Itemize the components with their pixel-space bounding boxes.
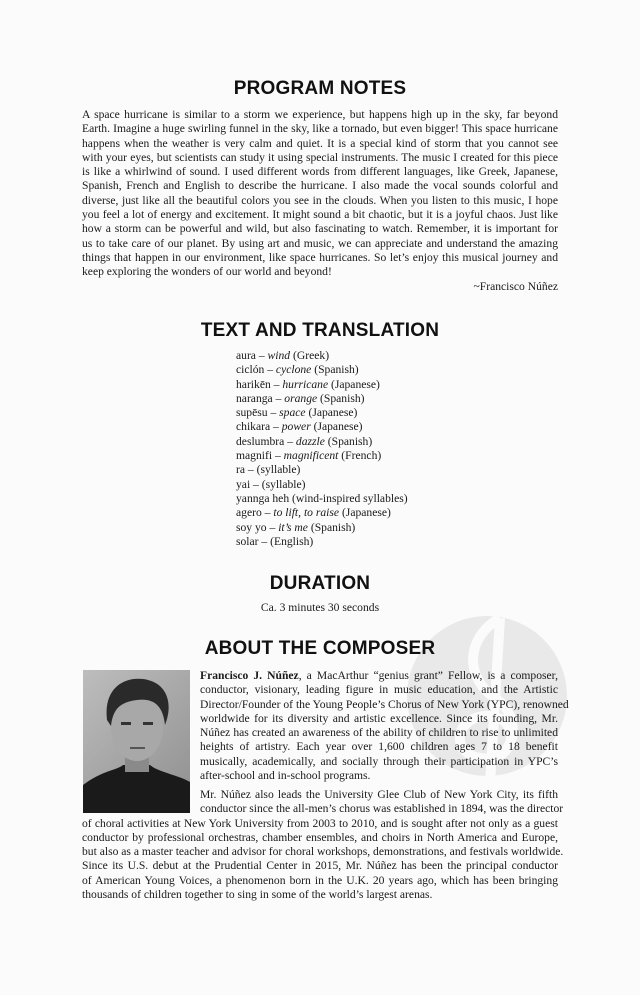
text-line: diverse, just like all the beautiful colors you see in the clouds. When you listen to this music, I hope bbox=[82, 193, 558, 207]
translation-lang: (Spanish) bbox=[311, 363, 359, 377]
translation-lang: (Greek) bbox=[290, 349, 330, 362]
text-line: how a storm can be powerful and wild, but also fascinating to watch. Remember, it is important for bbox=[82, 222, 558, 236]
translation-list bbox=[236, 349, 408, 549]
translation-item bbox=[236, 506, 408, 520]
translation-lang: (Japanese) bbox=[339, 506, 391, 520]
duration-text: Ca. 3 minutes 30 seconds bbox=[260, 601, 380, 614]
translation-lang: (Japanese) bbox=[328, 377, 380, 391]
translation-item bbox=[236, 492, 408, 506]
text-line: keep exploring the wonders of our world and beyond! bbox=[82, 265, 332, 279]
translation-item bbox=[236, 349, 408, 363]
translation-lang: (Japanese) bbox=[310, 420, 363, 434]
text-line: conductor since the all-men’s chorus was established in 1894, was the director bbox=[200, 802, 564, 816]
translation-meaning: space bbox=[279, 406, 306, 420]
composer-bio-paragraph-2 bbox=[200, 788, 564, 817]
translation-meaning: magnificent bbox=[283, 449, 339, 463]
translation-lang: (French) bbox=[338, 449, 382, 463]
translation-meaning: to lift, to raise bbox=[273, 506, 340, 520]
text-line: but also as a master teacher and advisor for choral workshops, demonstrations, and festivals worldwide. bbox=[82, 845, 564, 859]
text-line: musically, academically, and socially through their participation in YPC’s bbox=[200, 754, 558, 768]
translation-item bbox=[236, 449, 408, 463]
translation-word: magnifi – bbox=[236, 449, 284, 463]
translation-item bbox=[236, 378, 408, 392]
translation-word: soy yo – bbox=[236, 520, 279, 534]
text-line: Spanish, French and English to describe the hurricane. I also made the vocal sounds colorful and bbox=[82, 179, 558, 193]
text-line: happens when the weather is very calm and quiet. It is a special kind of storm that you cannot see bbox=[82, 136, 558, 150]
translation-lang: (Japanese) bbox=[305, 406, 358, 420]
text-line: you feel a lot of energy and excitement. It might sound a bit chaotic, but it is a joyful chaos. Just like bbox=[82, 208, 558, 222]
text-line: heights of artistry. Each year over 1,600 children ages 7 to 18 benefit bbox=[200, 740, 558, 754]
composer-name: Francisco J. Núñez bbox=[200, 669, 299, 682]
text-line: A space hurricane is similar to a storm we experience, but happens high up in the sky, far beyond bbox=[82, 108, 558, 121]
translation-heading: TEXT AND TRANSLATION bbox=[200, 320, 440, 341]
text-line: thousands of children together to sing in some of the world’s largest arenas. bbox=[82, 888, 433, 902]
text-line: Since its U.S. debut at the Prudential Center in 2015, Mr. Núñez has been the principal conductor bbox=[82, 859, 558, 873]
translation-lang: (Spanish) bbox=[324, 434, 373, 448]
text-line: after-school and in-school programs. bbox=[200, 769, 371, 783]
translation-meaning: dazzle bbox=[295, 434, 325, 448]
translation-meaning: wind bbox=[267, 349, 291, 362]
translation-word: yannga heh (wind-inspired syllables) bbox=[236, 491, 408, 505]
translation-lang: (Spanish) bbox=[317, 391, 365, 405]
text-line: conductor, visionary, leading figure in music education, and the Artistic bbox=[200, 683, 558, 697]
bio-text: , a MacArthur “genius grant” Fellow, is a composer, bbox=[298, 669, 558, 682]
text-line: us to take care of our planet. By using art and music, we can appreciate and understand the amazing bbox=[82, 236, 558, 250]
translation-word: solar – (English) bbox=[236, 534, 314, 548]
text-line: Mr. Núñez also leads the University Glee Club of New York City, its fifth bbox=[200, 788, 558, 801]
translation-word: agero – bbox=[236, 506, 274, 520]
translation-item bbox=[236, 406, 408, 420]
translation-item bbox=[236, 535, 408, 549]
composer-bio-paragraph-2-cont bbox=[82, 816, 564, 903]
translation-item bbox=[236, 363, 408, 377]
text-line: of choral activities at New York University from 2003 to 2010, and is sought after not only as a guest bbox=[82, 816, 558, 830]
translation-word: supēsu – bbox=[236, 406, 280, 420]
text-line: things that happen in our environment, like space hurricanes. So let’s enjoy this musical journey and bbox=[82, 250, 558, 264]
composer-heading: ABOUT THE COMPOSER bbox=[204, 638, 436, 659]
text-line: Núñez has created an awareness of the ability of children to rise to unlimited bbox=[200, 726, 558, 740]
translation-word: deslumbra – bbox=[236, 434, 296, 448]
translation-meaning: it’s me bbox=[278, 520, 308, 534]
translation-word: yai – (syllable) bbox=[236, 477, 306, 491]
program-notes-heading: PROGRAM NOTES bbox=[233, 78, 407, 99]
text-line: conductor by professional orchestras, chamber ensembles, and choirs in North America and Europe, bbox=[82, 830, 558, 844]
text-line: with your eyes, but scientists can study it using special instruments. The music I created for this piece bbox=[82, 150, 558, 164]
program-notes-text bbox=[82, 108, 558, 280]
text-line: Earth. Imagine a huge swirling funnel in the sky, like a tornado, but even bigger! This space hurricane bbox=[82, 122, 558, 136]
text-line: Director/Founder of the Young People’s Chorus of New York (YPC), renowned bbox=[200, 697, 569, 711]
signature: ~Francisco Núñez bbox=[473, 280, 558, 293]
translation-item bbox=[236, 521, 408, 535]
duration-heading: DURATION bbox=[269, 573, 371, 594]
composer-photo bbox=[83, 670, 190, 813]
translation-word: ra – (syllable) bbox=[236, 463, 301, 477]
translation-word: chikara – bbox=[236, 420, 282, 434]
translation-meaning: power bbox=[281, 420, 311, 434]
translation-item bbox=[236, 392, 408, 406]
translation-lang: (Spanish) bbox=[307, 520, 356, 534]
translation-meaning: hurricane bbox=[282, 377, 329, 391]
translation-word: naranga – bbox=[236, 391, 285, 405]
text-line: of American Young Voices, a phenomenon born in the U.K. 20 years ago, which has been bringing bbox=[82, 873, 558, 887]
translation-word: harikēn – bbox=[236, 377, 283, 391]
text-line: worldwide for its diversity and artistic excellence. Since its founding, Mr. bbox=[200, 711, 558, 725]
translation-meaning: cyclone bbox=[275, 363, 312, 377]
translation-item bbox=[236, 463, 408, 477]
translation-word: aura – bbox=[236, 349, 268, 362]
translation-item bbox=[236, 435, 408, 449]
translation-item bbox=[236, 478, 408, 492]
translation-word: ciclón – bbox=[236, 363, 276, 377]
translation-item bbox=[236, 420, 408, 434]
composer-bio-paragraph-1 bbox=[200, 669, 569, 783]
text-line: is like a whirlwind of sound. I used different words from different languages, like Greek, Japanese, bbox=[82, 165, 558, 179]
translation-meaning: orange bbox=[284, 391, 318, 405]
